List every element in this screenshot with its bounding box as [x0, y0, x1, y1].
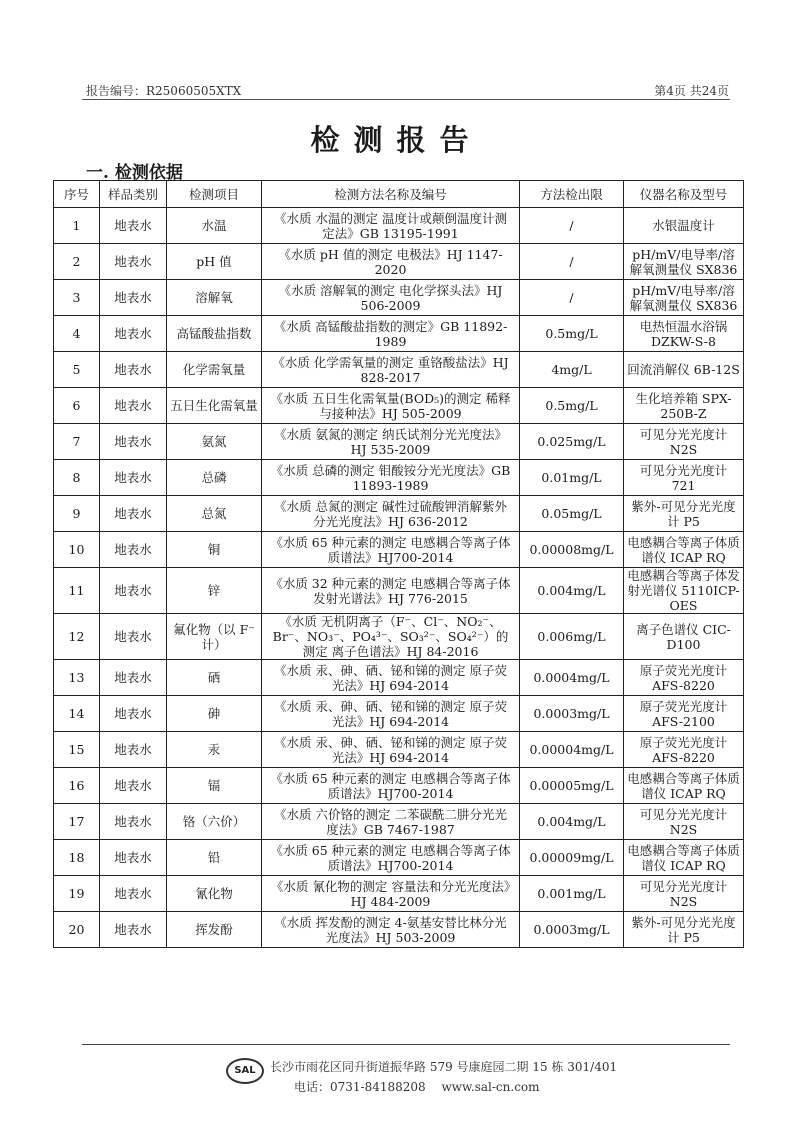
cell-instrument: 紫外-可见分光光度计 P5 [624, 496, 744, 532]
cell-category: 地表水 [100, 460, 167, 496]
cell-item: 汞 [167, 732, 262, 768]
cell-instrument: 水银温度计 [624, 208, 744, 244]
cell-category: 地表水 [100, 316, 167, 352]
cell-limit: 0.00008mg/L [520, 532, 624, 568]
cell-instrument: 离子色谱仪 CIC-D100 [624, 614, 744, 660]
cell-item: 高锰酸盐指数 [167, 316, 262, 352]
cell-category: 地表水 [100, 696, 167, 732]
test-basis-table [53, 180, 744, 948]
cell-method: 《水质 五日生化需氧量(BOD₅)的测定 稀释与接种法》HJ 505-2009 [262, 388, 520, 424]
cell-method: 《水质 挥发酚的测定 4-氨基安替比林分光光度法》HJ 503-2009 [262, 912, 520, 948]
cell-limit: 0.0003mg/L [520, 912, 624, 948]
cell-instrument: 原子荧光光度计 AFS-8220 [624, 732, 744, 768]
cell-category: 地表水 [100, 208, 167, 244]
cell-category: 地表水 [100, 840, 167, 876]
cell-instrument: 电感耦合等离子体质谱仪 ICAP RQ [624, 840, 744, 876]
cell-item: 铜 [167, 532, 262, 568]
cell-limit: 0.5mg/L [520, 388, 624, 424]
cell-no: 1 [54, 208, 100, 244]
table-row [54, 532, 744, 568]
cell-method: 《水质 化学需氧量的测定 重铬酸盐法》HJ 828-2017 [262, 352, 520, 388]
table-row [54, 568, 744, 614]
cell-category: 地表水 [100, 804, 167, 840]
cell-item: 总磷 [167, 460, 262, 496]
cell-method: 《水质 氰化物的测定 容量法和分光光度法》HJ 484-2009 [262, 876, 520, 912]
cell-item: 硒 [167, 660, 262, 696]
cell-item: 砷 [167, 696, 262, 732]
cell-no: 9 [54, 496, 100, 532]
table-row [54, 732, 744, 768]
cell-method: 《水质 六价铬的测定 二苯碳酰二肼分光光度法》GB 7467-1987 [262, 804, 520, 840]
cell-instrument: 原子荧光光度计 AFS-8220 [624, 660, 744, 696]
cell-no: 12 [54, 614, 100, 660]
cell-item: 铬（六价） [167, 804, 262, 840]
cell-instrument: 可见分光光度计 N2S [624, 424, 744, 460]
table-row [54, 804, 744, 840]
cell-method: 《水质 总磷的测定 钼酸铵分光光度法》GB 11893-1989 [262, 460, 520, 496]
cell-category: 地表水 [100, 660, 167, 696]
cell-method: 《水质 水温的测定 温度计或颠倒温度计测定法》GB 13195-1991 [262, 208, 520, 244]
cell-method: 《水质 65 种元素的测定 电感耦合等离子体质谱法》HJ700-2014 [262, 768, 520, 804]
cell-limit: 0.004mg/L [520, 804, 624, 840]
cell-no: 17 [54, 804, 100, 840]
cell-method: 《水质 pH 值的测定 电极法》HJ 1147-2020 [262, 244, 520, 280]
cell-category: 地表水 [100, 244, 167, 280]
cell-category: 地表水 [100, 388, 167, 424]
cell-method: 《水质 氨氮的测定 纳氏试剂分光光度法》HJ 535-2009 [262, 424, 520, 460]
cell-instrument: 生化培养箱 SPX-250B-Z [624, 388, 744, 424]
cell-limit: 0.00009mg/L [520, 840, 624, 876]
table-row [54, 840, 744, 876]
cell-category: 地表水 [100, 352, 167, 388]
col-header-instrument: 仪器名称及型号 [624, 181, 744, 208]
table-row [54, 912, 744, 948]
col-header-method: 检测方法名称及编号 [262, 181, 520, 208]
cell-limit: 0.5mg/L [520, 316, 624, 352]
cell-item: 铅 [167, 840, 262, 876]
cell-item: 化学需氧量 [167, 352, 262, 388]
cell-limit: 0.0004mg/L [520, 660, 624, 696]
cell-limit: 0.025mg/L [520, 424, 624, 460]
cell-instrument: 可见分光光度计 721 [624, 460, 744, 496]
cell-method: 《水质 无机阴离子（F⁻、Cl⁻、NO₂⁻、Br⁻、NO₃⁻、PO₄³⁻、SO₃²⁻、SO₄²⁻）的测定 离子色谱法》HJ 84-2016 [262, 614, 520, 660]
table-header-row [54, 181, 744, 208]
cell-no: 2 [54, 244, 100, 280]
cell-item: 五日生化需氧量 [167, 388, 262, 424]
table-row [54, 208, 744, 244]
cell-category: 地表水 [100, 614, 167, 660]
cell-no: 10 [54, 532, 100, 568]
cell-item: 氰化物 [167, 876, 262, 912]
footer-phone: 电话：0731-84188208 [294, 1080, 426, 1094]
report-number: 报告编号：R25060505XTX [86, 84, 242, 98]
col-header-item: 检测项目 [167, 181, 262, 208]
footer-contact [294, 1078, 552, 1095]
table-row [54, 424, 744, 460]
cell-no: 15 [54, 732, 100, 768]
table-row [54, 660, 744, 696]
cell-limit: 0.01mg/L [520, 460, 624, 496]
cell-limit: 0.006mg/L [520, 614, 624, 660]
page-title: 检测报告 [310, 123, 483, 157]
cell-item: 挥发酚 [167, 912, 262, 948]
cell-no: 7 [54, 424, 100, 460]
footer-divider [82, 1044, 730, 1045]
cell-item: 溶解氧 [167, 280, 262, 316]
table-row [54, 876, 744, 912]
cell-item: 总氮 [167, 496, 262, 532]
table-row [54, 280, 744, 316]
cell-item: 氨氮 [167, 424, 262, 460]
page-indicator: 第4页 共24页 [654, 84, 729, 98]
col-header-limit: 方法检出限 [520, 181, 624, 208]
cell-no: 20 [54, 912, 100, 948]
cell-category: 地表水 [100, 496, 167, 532]
cell-instrument: 电热恒温水浴锅 DZKW-S-8 [624, 316, 744, 352]
cell-category: 地表水 [100, 568, 167, 614]
cell-no: 14 [54, 696, 100, 732]
cell-instrument: pH/mV/电导率/溶解氧测量仪 SX836 [624, 280, 744, 316]
cell-instrument: 电感耦合等离子体质谱仪 ICAP RQ [624, 532, 744, 568]
sal-logo: SAL [226, 1058, 264, 1084]
cell-no: 11 [54, 568, 100, 614]
cell-item: 锌 [167, 568, 262, 614]
cell-method: 《水质 溶解氧的测定 电化学探头法》HJ 506-2009 [262, 280, 520, 316]
cell-no: 5 [54, 352, 100, 388]
header-divider [82, 99, 730, 100]
cell-category: 地表水 [100, 532, 167, 568]
cell-limit: 4mg/L [520, 352, 624, 388]
cell-limit: 0.00005mg/L [520, 768, 624, 804]
table-row [54, 614, 744, 660]
cell-category: 地表水 [100, 768, 167, 804]
table-row [54, 768, 744, 804]
cell-limit: 0.004mg/L [520, 568, 624, 614]
cell-category: 地表水 [100, 424, 167, 460]
cell-category: 地表水 [100, 280, 167, 316]
section-heading: 一. 检测依据 [86, 163, 183, 183]
cell-no: 13 [54, 660, 100, 696]
cell-method: 《水质 32 种元素的测定 电感耦合等离子体发射光谱法》HJ 776-2015 [262, 568, 520, 614]
cell-instrument: 紫外-可见分光光度计 P5 [624, 912, 744, 948]
cell-item: 镉 [167, 768, 262, 804]
cell-instrument: 可见分光光度计 N2S [624, 804, 744, 840]
table-row [54, 460, 744, 496]
cell-instrument: 回流消解仪 6B-12S [624, 352, 744, 388]
cell-limit: 0.001mg/L [520, 876, 624, 912]
table-row [54, 496, 744, 532]
col-header-category: 样品类别 [100, 181, 167, 208]
cell-item: 氟化物（以 F⁻计） [167, 614, 262, 660]
table-row [54, 244, 744, 280]
cell-no: 3 [54, 280, 100, 316]
cell-limit: / [520, 208, 624, 244]
table-row [54, 316, 744, 352]
cell-instrument: 电感耦合等离子体发射光谱仪 5110ICP-OES [624, 568, 744, 614]
table-row [54, 352, 744, 388]
col-header-no: 序号 [54, 181, 100, 208]
cell-no: 18 [54, 840, 100, 876]
cell-category: 地表水 [100, 732, 167, 768]
cell-instrument: 原子荧光光度计 AFS-2100 [624, 696, 744, 732]
footer-website: www.sal-cn.com [441, 1080, 540, 1094]
cell-item: pH 值 [167, 244, 262, 280]
cell-no: 4 [54, 316, 100, 352]
cell-method: 《水质 总氮的测定 碱性过硫酸钾消解紫外分光光度法》HJ 636-2012 [262, 496, 520, 532]
footer-address: 长沙市雨花区同升街道振华路 579 号康庭园二期 15 栋 301/401 [270, 1060, 618, 1074]
cell-method: 《水质 65 种元素的测定 电感耦合等离子体质谱法》HJ700-2014 [262, 840, 520, 876]
cell-limit: 0.05mg/L [520, 496, 624, 532]
cell-no: 8 [54, 460, 100, 496]
cell-method: 《水质 65 种元素的测定 电感耦合等离子体质谱法》HJ700-2014 [262, 532, 520, 568]
cell-category: 地表水 [100, 876, 167, 912]
cell-instrument: pH/mV/电导率/溶解氧测量仪 SX836 [624, 244, 744, 280]
cell-method: 《水质 汞、砷、硒、铋和锑的测定 原子荧光法》HJ 694-2014 [262, 660, 520, 696]
cell-method: 《水质 高锰酸盐指数的测定》GB 11892-1989 [262, 316, 520, 352]
cell-limit: 0.0003mg/L [520, 696, 624, 732]
cell-item: 水温 [167, 208, 262, 244]
cell-category: 地表水 [100, 912, 167, 948]
cell-no: 6 [54, 388, 100, 424]
cell-instrument: 电感耦合等离子体质谱仪 ICAP RQ [624, 768, 744, 804]
cell-method: 《水质 汞、砷、硒、铋和锑的测定 原子荧光法》HJ 694-2014 [262, 732, 520, 768]
cell-instrument: 可见分光光度计 N2S [624, 876, 744, 912]
cell-limit: / [520, 244, 624, 280]
cell-limit: 0.00004mg/L [520, 732, 624, 768]
cell-limit: / [520, 280, 624, 316]
table-row [54, 388, 744, 424]
table-row [54, 696, 744, 732]
cell-no: 16 [54, 768, 100, 804]
cell-method: 《水质 汞、砷、硒、铋和锑的测定 原子荧光法》HJ 694-2014 [262, 696, 520, 732]
cell-no: 19 [54, 876, 100, 912]
